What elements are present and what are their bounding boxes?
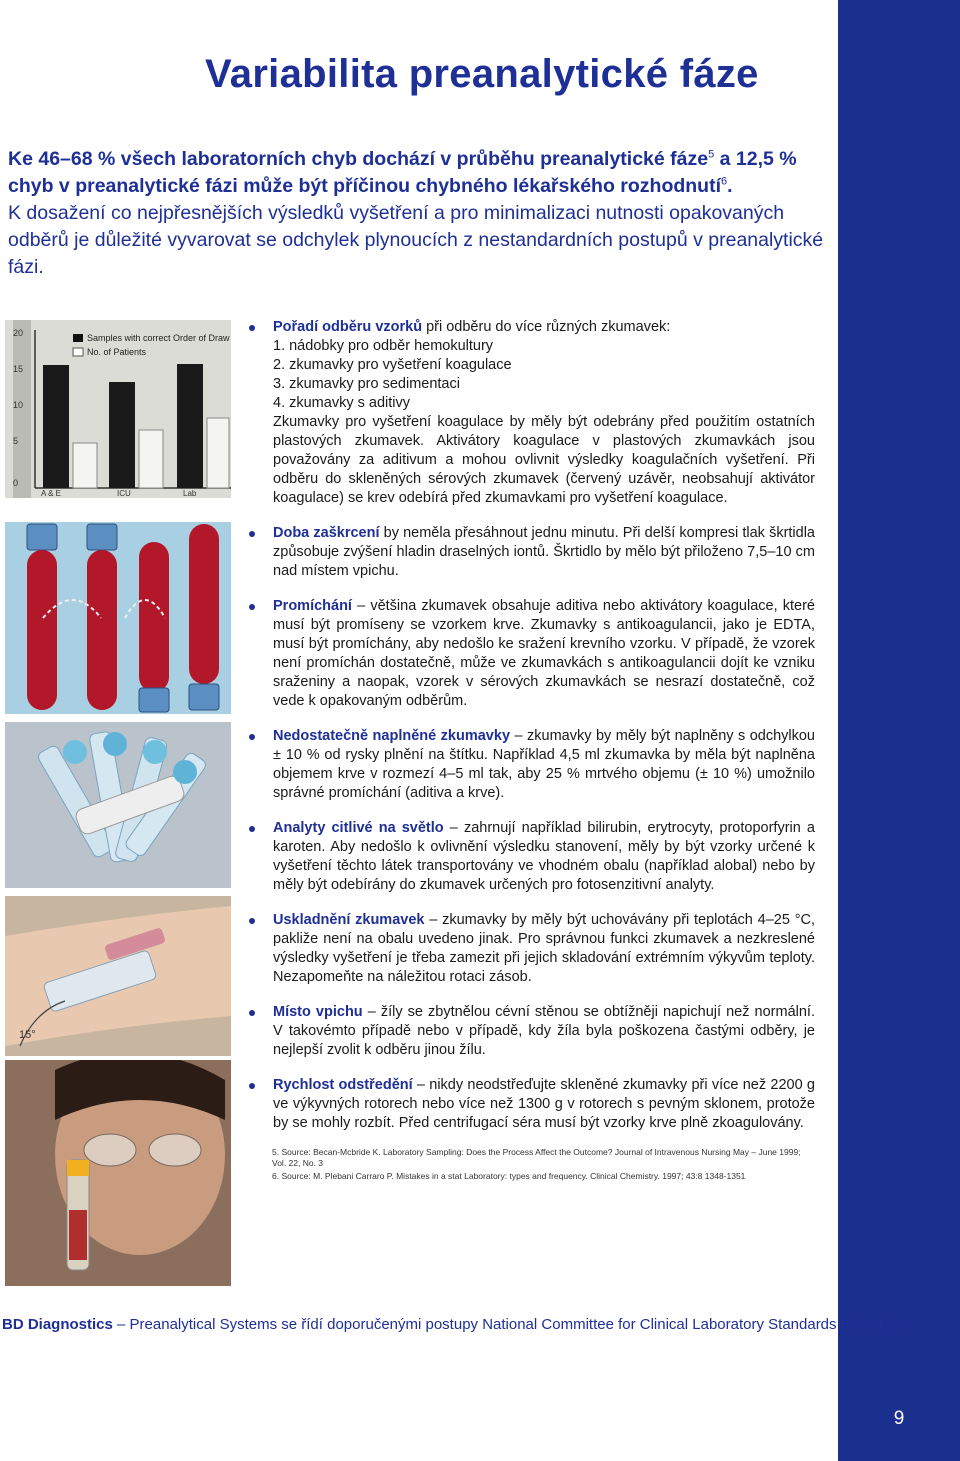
section-paragraph bbox=[273, 597, 815, 711]
section-paragraph bbox=[273, 911, 815, 987]
section-paragraph bbox=[273, 727, 815, 803]
bullet-icon bbox=[249, 531, 255, 537]
section-text: – nikdy neodstřeďujte skleněné zkumavky při více než 2200 g ve výkyvných rotorech nebo více než 1300 g v rotorech s pevným sklonem, protože by se mohly rozbít. Před centrifugací séra musí být vzorky krve plně zkoagulovány. bbox=[273, 1077, 815, 1131]
bar-icu-patients bbox=[139, 430, 163, 488]
section-detail: Zkumavky pro vyšetření koagulace by měly být odebrány před použitím ostatních plastových zkumavek. Aktivátory koagulace v plastových zkumavkách jsou považovány za aditivum a mohou ovlivnit výsledky koagulačních vyšetření. Při odběru do skleněných sérových zkumavek (červený uzávěr, neobsahují aktivátor koagulace) se krev odebírá před zkumavkami pro vyšetření koagulace. bbox=[273, 414, 815, 506]
section-text: – většina zkumavek obsahuje aditiva nebo aktivátory koagulace, které musí být promíseny se vzorkem krve. Zkumavky s antikoagulancii, jako je EDTA, musí být promíchány, aby nedošlo ke sražení krevního vzorku. V případě, že vzorek není promíchán dostatečně, může ve zkumavkách s antikoagulancii dojít ke vzniku sraženiny a naopak, vzorek v sérových zkumavkách se nesrazí dostatečně, což vede k opakovaným odběrům. bbox=[273, 598, 815, 709]
section-tourniquet-time bbox=[249, 524, 815, 581]
legend-swatch-correct bbox=[73, 334, 83, 342]
section-text: – žíly se zbytnělou cévní stěnou se obtížněji napichují než normální. V takovémto případě nebo v případě, kdy žíla byla poškozena častými odběry, je nejlepší zvolit k odběru jinou žílu. bbox=[273, 1004, 815, 1058]
section-order-of-draw bbox=[249, 318, 815, 508]
section-puncture-site bbox=[249, 1003, 815, 1060]
section-lead: Analyty citlivé na světlo bbox=[273, 820, 444, 836]
page-title: Variabilita preanalytické fáze bbox=[205, 52, 759, 96]
section-lead: Místo vpichu bbox=[273, 1004, 363, 1020]
bullet-icon bbox=[249, 734, 255, 740]
section-mixing bbox=[249, 597, 815, 711]
y-tick: 15 bbox=[13, 364, 24, 374]
intro-sentence-start: Ke 46–68 % všech laboratorních chyb dochází v průběhu preanalytické fáze bbox=[8, 148, 709, 170]
intro-paragraph-1 bbox=[8, 146, 828, 200]
footer-note bbox=[2, 1316, 902, 1333]
section-paragraph bbox=[273, 524, 815, 581]
section-centrifuge-speed bbox=[249, 1076, 815, 1133]
list-item: 3. zkumavky pro sedimentaci bbox=[273, 376, 460, 392]
section-lead: Pořadí odběru vzorků bbox=[273, 319, 423, 335]
bar-lab-correct bbox=[177, 364, 203, 488]
footer-brand: BD Diagnostics bbox=[2, 1316, 113, 1333]
list-item: 2. zkumavky pro vyšetření koagulace bbox=[273, 357, 512, 373]
footer-text: – Preanalytical Systems se řídí doporučenými postupy National Committee for Clinical Laboratory Standards (NCCLS) bbox=[112, 1316, 902, 1333]
section-light-sensitive bbox=[249, 819, 815, 895]
x-label-icu: ICU bbox=[117, 489, 131, 498]
legend-swatch-patients bbox=[73, 348, 83, 356]
reference-5: 5. Source: Becan-Mcbride K. Laboratory Sampling: Does the Process Affect the Outcome? Journal of Intravenous Nursing May – June 1999; Vol. 22, No. 3 bbox=[272, 1147, 801, 1168]
intro-paragraph-2: K dosažení co nejpřesnějších výsledků vyšetření a pro minimalizaci nutnosti opakovaných odběrů je důležité vyvarovat se odchylek plynoucích z nestandardních postupů v preanalytické fázi. bbox=[8, 202, 824, 278]
x-label-ae: A & E bbox=[41, 489, 62, 498]
references bbox=[272, 1147, 817, 1184]
bar-lab-patients bbox=[207, 418, 229, 488]
section-lead: Doba zaškrcení bbox=[273, 525, 380, 541]
bar-ae-patients bbox=[73, 443, 97, 488]
footnote-ref-5: 5 bbox=[708, 148, 715, 161]
list-item: 1. nádobky pro odběr hemokultury bbox=[273, 338, 494, 354]
section-underfilled-tubes bbox=[249, 727, 815, 803]
bullet-icon bbox=[249, 604, 255, 610]
y-tick: 20 bbox=[13, 328, 24, 338]
y-tick: 5 bbox=[13, 436, 19, 446]
tube-mixing-illustration bbox=[5, 522, 231, 714]
reference-6: 6. Source: M. Plebani Carraro P. Mistakes in a stat Laboratory: types and frequency. Clinical Chemistry. 1997; 43:8 1348-1351 bbox=[272, 1171, 746, 1181]
intro-text bbox=[8, 146, 828, 281]
section-text: při odběru do více různých zkumavek: bbox=[422, 319, 671, 335]
bar-ae-correct bbox=[43, 365, 69, 488]
tubes-cluster-photo bbox=[5, 722, 231, 888]
section-text: by neměla přesáhnout jednu minutu. Při delší kompresi tlak škrtidla způsobuje zvýšení hladin draselných iontů. Škrtidlo by mělo být přiloženo 7,5–10 cm nad místem vpichu. bbox=[273, 525, 815, 579]
x-label-lab: Lab bbox=[183, 489, 197, 498]
chart-image bbox=[5, 320, 231, 498]
list-item: 4. zkumavky s aditivy bbox=[273, 395, 410, 411]
chart-legend-correct: Samples with correct Order of Draw bbox=[87, 333, 230, 343]
bullet-icon bbox=[249, 325, 255, 331]
bullet-icon bbox=[249, 826, 255, 832]
section-text: – zkumavky by měly být uchovávány při teplotách 4–25 °C, pakliže není na obalu uvedeno jinak. Pro správnou funkci zkumavek a nezkreslené výsledky vyšetření je třeba zamezit při jejich skladování extrémním výkyvům teploty. Nezapomeňte na náležitou rotaci zásob. bbox=[273, 912, 815, 985]
intro-sentence-end: . bbox=[727, 175, 733, 197]
bullet-icon bbox=[249, 1083, 255, 1089]
section-paragraph bbox=[273, 819, 815, 895]
section-text: – zahrnují například bilirubin, erytrocyty, protoporfyrin a karoten. Aby nedošlo k ovlivnění výsledku stanovení, měly by být vzorky určené k vyšetření těchto látek transportovány ve vhodném obalu (například alobal) nebo by měly být odebírány do zkumavek určených pro fotosenzitivní analyty. bbox=[273, 820, 815, 893]
section-lead: Rychlost odstředění bbox=[273, 1077, 413, 1093]
section-lead: Promíchání bbox=[273, 598, 352, 614]
order-list bbox=[273, 337, 815, 413]
angle-label: 15° bbox=[19, 1029, 36, 1041]
bullet-icon bbox=[249, 918, 255, 924]
section-storage bbox=[249, 911, 815, 987]
y-tick: 0 bbox=[13, 478, 19, 488]
y-tick: 10 bbox=[13, 400, 24, 410]
section-paragraph bbox=[273, 1076, 815, 1133]
footnote-ref-6: 6 bbox=[721, 175, 728, 188]
section-lead: Uskladnění zkumavek bbox=[273, 912, 425, 928]
chart-legend-patients: No. of Patients bbox=[87, 347, 147, 357]
guidelines-list bbox=[249, 318, 815, 1149]
lab-worker-photo bbox=[5, 1060, 231, 1286]
section-intro bbox=[273, 318, 815, 337]
intro-sentence-mid: a 12,5 % chyb v preanalytické fázi může být příčinou chybného lékařského rozhodnutí bbox=[8, 148, 797, 197]
section-paragraph bbox=[273, 1003, 815, 1060]
bullet-icon bbox=[249, 1010, 255, 1016]
section-lead: Nedostatečně naplněné zkumavky bbox=[273, 728, 511, 744]
bar-icu-correct bbox=[109, 382, 135, 488]
page-sidebar bbox=[838, 0, 960, 1461]
venipuncture-illustration bbox=[5, 896, 231, 1056]
section-text: – zkumavky by měly být naplněny s odchylkou ± 10 % od rysky plnění na štítku. Například 4,5 ml zkumavka by měla být naplněna objemem krve v rozmezí 4–5 ml tak, aby 25 % mrtvého objemu (± 10 %) umožnilo správné promíchání (aditiva a krve). bbox=[273, 728, 815, 801]
page-number: 9 bbox=[893, 1408, 905, 1429]
